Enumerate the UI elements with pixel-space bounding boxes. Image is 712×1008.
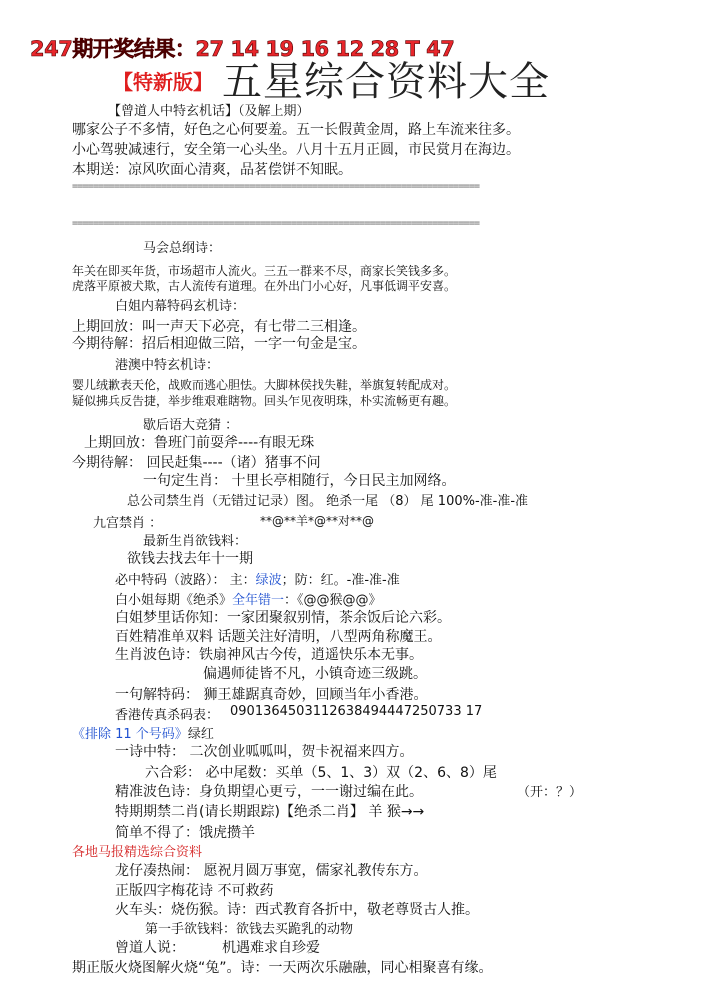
longzai-line: 龙仔凑热闹： 愿祝月圆万事宽，儒家礼教传东方。 bbox=[115, 863, 428, 879]
baixiao-line-2: 今期待解：招后相迎做三陪，一字一句金是宝。 bbox=[72, 336, 366, 352]
baixiao-line-1: 上期回放：叫一声天下必亮，有七带二三相逢。 bbox=[72, 319, 366, 335]
mahui-heading: 马会总纲诗： bbox=[143, 241, 222, 256]
liuhecai-line: 六合彩： 必中尾数：买单（5、1、3）双（2、6、8）尾 bbox=[145, 765, 497, 781]
zengdao-value: 机遇难求自珍爱 bbox=[222, 940, 320, 956]
gangao-line-1: 婴儿绒歉表天伦，战败而逃心胆怯。大脚林侯找失鞋，举旗复转配成对。 bbox=[72, 378, 457, 392]
intro-line-2: 小心驾驶减速行，安全第一心头坐。八月十五月正圆，市民赏月在海边。 bbox=[72, 142, 520, 158]
yishi-line: 一诗中特： 二次创业呱呱叫，贺卡祝福来四方。 bbox=[115, 744, 414, 760]
paichu-value: 绿红 bbox=[187, 727, 214, 742]
baixiaojie-line bbox=[115, 589, 382, 608]
paichu-label: 《排除 11 个号码》 bbox=[72, 727, 188, 742]
xianggang-label: 香港传真杀码表： bbox=[115, 708, 220, 723]
jiugong-value: **@**羊*@**对**@ bbox=[260, 514, 375, 528]
bizhong-line bbox=[115, 569, 400, 588]
baixiao-heading: 白姐内幕特码玄机诗： bbox=[115, 299, 246, 314]
bizhong-main: 绿波 bbox=[255, 573, 282, 588]
yijujie-line: 一句解特码： 狮王雄踞真奇妙，回顾当年小香港。 bbox=[115, 687, 428, 703]
separator-line: ============================================================================== bbox=[72, 218, 480, 229]
yuqian-line: 欲钱去找去年十一期 bbox=[127, 551, 253, 567]
gangao-heading: 港澳中特玄机诗： bbox=[115, 358, 220, 373]
yijuding-line: 一句定生肖： 十里长亭相随行，今日民主加网络。 bbox=[143, 473, 456, 489]
shengxiao-line-1: 生肖波色诗：铁扇神风古今传，逍遥快乐本无事。 bbox=[115, 647, 423, 663]
bizhong-prefix: 必中特码（波路）： 主： bbox=[115, 573, 256, 588]
intro-heading: 【曾道人中特玄机话】（及解上期） bbox=[108, 104, 310, 119]
mahui-line-1: 年关在即买年货，市场超市人流火。三五一群来不尽，商家长笑钱多多。 bbox=[72, 264, 457, 278]
edition-label: 【特新版】 bbox=[113, 70, 213, 94]
zhengban-huo-line: 期正版火烧图解火烧“兔”。诗：一天两次乐融融，同心相聚喜有缘。 bbox=[72, 960, 493, 976]
zengdao-label: 曾道人说： bbox=[115, 940, 185, 956]
diyishou-line: 第一手欲钱料：欲钱去买跪乳的动物 bbox=[145, 922, 354, 937]
intro-line-3: 本期送：凉风吹面心清爽，品茗偿饼不知眠。 bbox=[72, 162, 352, 178]
xiehou-line-1: 上期回放：鲁班门前耍斧----有眼无珠 bbox=[84, 435, 315, 451]
baixiaojie-mid: 全年错一 bbox=[232, 593, 285, 608]
jingzhun-line: 精准波色诗：身负期望心更亏，一一谢过编在此。 bbox=[115, 784, 423, 800]
zuixin-heading: 最新生肖欲钱料： bbox=[143, 534, 248, 549]
kai-note: （开：？） bbox=[517, 785, 583, 800]
separator-line: ============================================================================== bbox=[72, 181, 480, 192]
draw-result-headline: 247期开奖结果：27 14 19 16 12 28 T 47 bbox=[30, 37, 455, 61]
tete-line: 特期期禁二肖(请长期跟踪)【绝杀二肖】 羊 猴→→ bbox=[115, 804, 425, 820]
baixiaojie-suffix: ：《@@猴@@》 bbox=[284, 593, 382, 608]
huoche-line: 火车头：烧伤猴。诗：西式教育各折中，敬老尊贤古人推。 bbox=[115, 902, 479, 918]
baixiaojie-prefix: 白小姐每期《绝杀》 bbox=[115, 593, 233, 608]
zhengban-line: 正版四字梅花诗 不可救药 bbox=[115, 883, 274, 899]
mengli-line: 白姐梦里话你知：一家团聚叙别情，茶余饭后论六彩。 bbox=[115, 610, 451, 626]
bizhong-suffix: ；防：红。-准-准-准 bbox=[281, 573, 400, 588]
mahui-line-2: 虎落平原被犬欺，古人流传有道理。在外出门小心好，凡事低调平安喜。 bbox=[72, 279, 457, 293]
paichu-line bbox=[72, 723, 214, 742]
gangao-line-2: 疑似拂兵反告捷，举步维艰难瞎物。回头乍见夜明珠，朴实流畅更有趣。 bbox=[72, 394, 457, 408]
xiehou-heading: 歇后语大竞猜 ： bbox=[143, 418, 239, 433]
baixing-line: 百姓精准单双料 话题关注好清明，八型两角称魔王。 bbox=[115, 629, 442, 645]
xiehou-line-2: 今期待解： 回民赶集----（诸）猪事不问 bbox=[72, 455, 321, 471]
gedi-heading: 各地马报精选综合资料 bbox=[72, 845, 203, 860]
intro-line-1: 哪家公子不多情，好色之心何要羞。五一长假黄金周，路上车流来往多。 bbox=[72, 122, 520, 138]
page-title: 五星综合资料大全 bbox=[222, 59, 550, 105]
jiandan-line: 简单不得了：饿虎攒羊 bbox=[115, 825, 255, 841]
xianggang-value: 0901364503112638494447250733 17 bbox=[230, 704, 483, 719]
jiugong-label: 九宫禁肖 ： bbox=[93, 516, 163, 531]
zonggongsi-line: 总公司禁生肖（无错过记录）图。 绝杀一尾 （8） 尾 100%-准-准-准 bbox=[127, 494, 529, 509]
shengxiao-line-2: 偏遇师徒皆不凡，小镇奇迹三级跳。 bbox=[203, 666, 427, 682]
